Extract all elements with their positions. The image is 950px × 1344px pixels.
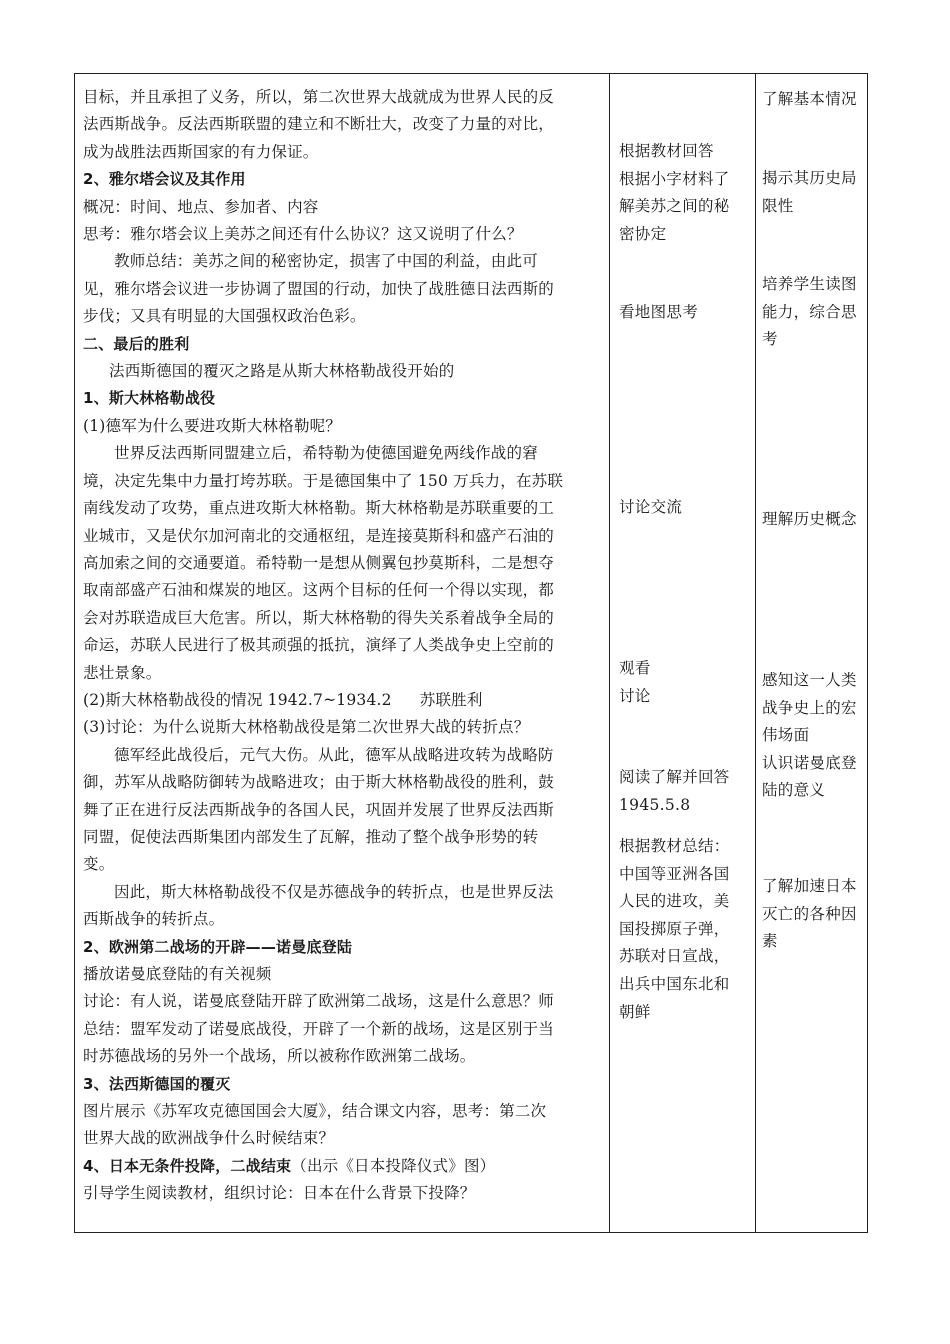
line-text: (2)斯大林格勒战役的情况 1942.7~1934.2 bbox=[83, 690, 392, 709]
content-line bbox=[83, 358, 601, 385]
side-text-line: 中国等亚洲各国 bbox=[619, 864, 730, 883]
content-line bbox=[83, 961, 601, 988]
content-line bbox=[83, 714, 601, 741]
line-text: 御，苏军从战略防御转为战略进攻；由于斯大林格勒战役的胜利，鼓 bbox=[83, 773, 555, 792]
line-text: 见，雅尔塔会议进一步协调了盟国的行动，加快了战胜德日法西斯的 bbox=[83, 279, 555, 298]
section-heading bbox=[83, 1071, 601, 1098]
line-text: 讨论：有人说，诺曼底登陆开辟了欧洲第二战场，这是什么意思？师 bbox=[83, 992, 555, 1011]
line-text: 4、日本无条件投降，二战结束 bbox=[83, 1156, 292, 1175]
side-text-line: 观看 bbox=[619, 659, 651, 677]
line-text: 世界大战的欧洲战争什么时候结束？ bbox=[83, 1129, 335, 1148]
line-text: 会对苏联造成巨大危害。所以，斯大林格勒的得失关系着战争全局的 bbox=[83, 608, 555, 627]
content-line bbox=[83, 303, 601, 330]
line-text: 高加索之间的交通要道。希特勒一是想从侧翼包抄莫斯科，二是想夺 bbox=[83, 553, 555, 572]
side-text-line: 密协定 bbox=[619, 224, 667, 243]
side-text-line: 看地图思考 bbox=[619, 303, 699, 321]
content-line bbox=[83, 1016, 601, 1043]
content-line bbox=[83, 248, 601, 275]
line-text: 境，决定先集中力量打垮苏联。于是德国集中了 150 万兵力，在苏联 bbox=[83, 471, 564, 490]
line-text: 二、最后的胜利 bbox=[83, 334, 190, 353]
line-text: 教师总结：美苏之间的秘密协定，损害了中国的利益，由此可 bbox=[114, 252, 538, 271]
section-heading bbox=[83, 1153, 601, 1180]
content-line bbox=[83, 605, 601, 632]
content-line bbox=[83, 632, 601, 659]
side-text-line: 灭亡的各种因 bbox=[762, 904, 857, 923]
side-text-line: 培养学生读图 bbox=[762, 275, 857, 293]
line-suffix: （出示《日本投降仪式》图） bbox=[291, 1156, 496, 1175]
content-line bbox=[83, 495, 601, 522]
side-text-line: 讨论交流 bbox=[619, 498, 683, 516]
line-text: 总结：盟军发动了诺曼底战役，开辟了一个新的战场，这是区别于当 bbox=[83, 1019, 555, 1038]
side-text-line: 解美苏之间的秘 bbox=[619, 197, 730, 216]
teaching-content-column bbox=[75, 74, 609, 1232]
side-text-line: 根据小字材料了 bbox=[619, 169, 730, 188]
side-text-line: 理解历史概念 bbox=[762, 510, 857, 528]
content-line bbox=[83, 742, 601, 769]
content-line bbox=[83, 1098, 601, 1125]
line-text: (1)德军为什么要进攻斯大林格勒呢？ bbox=[83, 416, 342, 435]
side-text-line: 了解加速日本 bbox=[762, 877, 857, 895]
side-text-line: 限性 bbox=[762, 196, 794, 215]
line-text: 南线发动了攻势，重点进攻斯大林格勒。斯大林格勒是苏联重要的工 bbox=[83, 499, 555, 518]
line-text: 变。 bbox=[83, 855, 115, 874]
goal-block bbox=[762, 86, 857, 114]
teaching-goal-column bbox=[756, 74, 868, 1232]
line-text: 因此，斯大林格勒战役不仅是苏德战争的转折点，也是世界反法 bbox=[114, 882, 554, 901]
side-text-line: 素 bbox=[762, 932, 778, 951]
content-line bbox=[83, 523, 601, 550]
content-line bbox=[83, 194, 601, 221]
activity-block bbox=[619, 764, 730, 819]
line-text: 2、欧洲第二战场的开辟——诺曼底登陆 bbox=[83, 937, 353, 956]
content-line bbox=[83, 824, 601, 851]
side-text-line: 认识诺曼底登 bbox=[762, 753, 857, 772]
line-text: 播放诺曼底登陆的有关视频 bbox=[83, 965, 272, 983]
content-line bbox=[83, 988, 601, 1015]
content-line bbox=[83, 111, 601, 138]
line-text: 德军经此战役后，元气大伤。从此，德军从战略进攻转为战略防 bbox=[114, 745, 554, 764]
content-line bbox=[83, 440, 601, 467]
line-text: 概况：时间、地点、参加者、内容 bbox=[83, 197, 319, 216]
side-text-line: 伟场面 bbox=[762, 726, 810, 745]
side-text-line: 揭示其历史局 bbox=[762, 169, 857, 187]
content-line bbox=[83, 577, 601, 604]
side-text-line: 根据教材回答 bbox=[619, 142, 714, 160]
content-line bbox=[83, 687, 601, 714]
line-text: 思考：雅尔塔会议上美苏之间还有什么协议？这又说明了什么？ bbox=[83, 225, 523, 244]
goal-block bbox=[762, 667, 857, 805]
goal-block bbox=[762, 165, 857, 220]
activity-block bbox=[619, 494, 682, 522]
side-text-line: 感知这一人类 bbox=[762, 671, 857, 689]
section-heading bbox=[83, 331, 601, 358]
content-line bbox=[83, 1180, 601, 1207]
side-text-line: 阅读了解并回答 bbox=[619, 768, 730, 786]
line-text: 业城市，又是伏尔加河南北的交通枢纽，是连接莫斯科和盛产石油的 bbox=[83, 526, 555, 545]
activity-block bbox=[619, 655, 651, 710]
side-text-line: 人民的进攻，美 bbox=[619, 892, 730, 911]
activity-block bbox=[619, 833, 730, 1026]
content-line bbox=[83, 468, 601, 495]
section-heading bbox=[83, 385, 601, 412]
side-text-line: 国投掷原子弹， bbox=[619, 919, 730, 938]
line-text: 时苏德战场的另外一个战场，所以被称作欧洲第二战场。 bbox=[83, 1047, 476, 1066]
content-line bbox=[83, 276, 601, 303]
section-heading bbox=[83, 934, 601, 961]
line-text: 西斯战争的转折点。 bbox=[83, 910, 225, 929]
line-text: 成为战胜法西斯国家的有力保证。 bbox=[83, 142, 319, 161]
lesson-plan-table bbox=[74, 73, 868, 1233]
content-line bbox=[83, 851, 601, 878]
student-activity-column bbox=[610, 74, 755, 1232]
side-text-line: 朝鲜 bbox=[619, 1002, 651, 1021]
line-text: 同盟，促使法西斯集团内部发生了瓦解，推动了整个战争形势的转 bbox=[83, 827, 539, 846]
line-text: 悲壮景象。 bbox=[83, 663, 162, 682]
goal-block bbox=[762, 271, 857, 354]
side-text-line: 陆的意义 bbox=[762, 781, 826, 800]
section-heading bbox=[83, 166, 601, 193]
content-line bbox=[83, 797, 601, 824]
line-text: 法西斯战争。反法西斯联盟的建立和不断壮大，改变了力量的对比， bbox=[83, 115, 555, 134]
goal-block bbox=[762, 506, 857, 534]
side-text-line: 战争史上的宏 bbox=[762, 698, 857, 717]
line-text: 图片展示《苏军攻克德国国会大厦》，结合课文内容，思考：第二次 bbox=[83, 1102, 547, 1121]
line-text: 1、斯大林格勒战役 bbox=[83, 389, 216, 408]
content-line bbox=[83, 84, 601, 111]
line-text: 步伐；又具有明显的大国强权政治色彩。 bbox=[83, 307, 366, 326]
content-line bbox=[83, 139, 601, 166]
goal-block bbox=[762, 873, 857, 956]
content-line bbox=[83, 906, 601, 933]
line-text: (3)讨论：为什么说斯大林格勒战役是第二次世界大战的转折点？ bbox=[83, 718, 530, 737]
line-text: 2、雅尔塔会议及其作用 bbox=[83, 170, 246, 189]
side-text-line: 讨论 bbox=[619, 686, 651, 705]
line-text: 舞了正在进行反法西斯战争的各国人民，巩固并发展了世界反法西斯 bbox=[83, 800, 555, 819]
line-text: 3、法西斯德国的覆灭 bbox=[83, 1074, 231, 1093]
side-text-line: 出兵中国东北和 bbox=[619, 974, 730, 993]
content-line bbox=[83, 879, 601, 906]
activity-block bbox=[619, 299, 698, 327]
side-text-line: 考 bbox=[762, 330, 778, 349]
side-text-line: 了解基本情况 bbox=[762, 90, 857, 108]
content-line bbox=[83, 221, 601, 248]
activity-block bbox=[619, 138, 730, 248]
line-text: 引导学生阅读教材，组织讨论：日本在什么背景下投降？ bbox=[83, 1184, 476, 1203]
side-text-line: 能力，综合思 bbox=[762, 302, 857, 321]
line-text: 法西斯德国的覆灭之路是从斯大林格勒战役开始的 bbox=[109, 362, 455, 381]
content-line bbox=[83, 550, 601, 577]
line-text: 目标，并且承担了义务，所以，第二次世界大战就成为世界人民的反 bbox=[83, 88, 555, 106]
content-line bbox=[83, 660, 601, 687]
side-text-line: 1945.5.8 bbox=[619, 795, 691, 814]
line-text: 世界反法西斯同盟建立后，希特勒为使德国避免两线作战的窘 bbox=[114, 444, 538, 463]
line-text: 命运，苏联人民进行了极其顽强的抵抗，演绎了人类战争史上空前的 bbox=[83, 636, 555, 655]
content-line bbox=[83, 1125, 601, 1152]
side-text-line: 苏联对日宣战， bbox=[619, 947, 730, 966]
line-suffix: 苏联胜利 bbox=[419, 690, 483, 709]
line-text: 取南部盛产石油和煤炭的地区。这两个目标的任何一个得以实现，都 bbox=[83, 581, 555, 600]
content-line bbox=[83, 769, 601, 796]
content-line bbox=[83, 1043, 601, 1070]
content-line bbox=[83, 413, 601, 440]
side-text-line: 根据教材总结： bbox=[619, 837, 730, 855]
